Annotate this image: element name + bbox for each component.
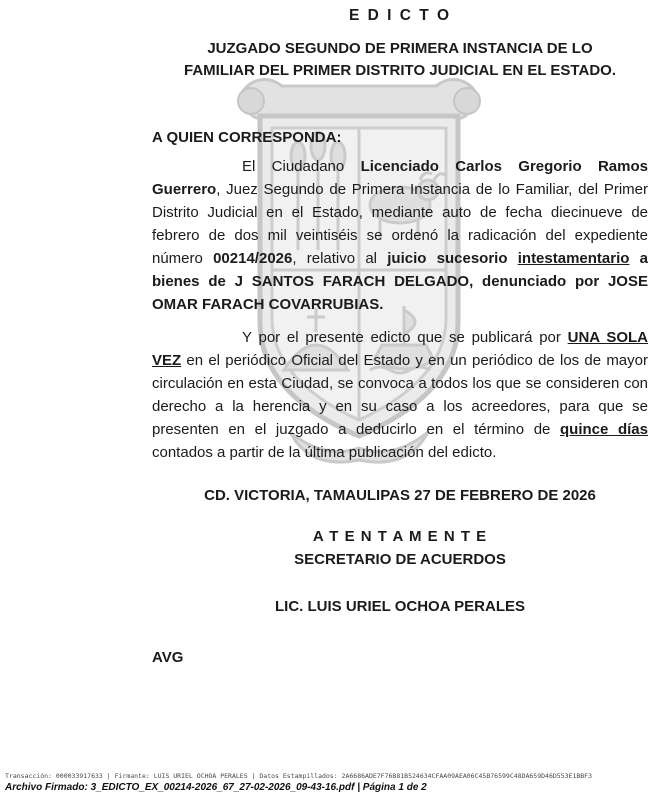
signer-name: LIC. LUIS URIEL OCHOA PERALES [274, 598, 526, 615]
edict-title: E D I C T O [348, 7, 452, 24]
quince-dias: quince días [560, 421, 648, 438]
run-intro: El Ciudadano [242, 158, 361, 175]
judge-name: Licenciado Carlos Gregorio Ramos Guerrero [152, 158, 648, 198]
court-name-line-1: JUZGADO SEGUNDO DE PRIMERA INSTANCIA DE LO [207, 40, 593, 57]
paragraph-case-radicacion [152, 155, 648, 316]
parties-names: a bienes de J SANTOS FARACH DELGADO, denunciado por JOSE OMAR FARACH COVARRUBIAS. [152, 250, 649, 313]
expediente-number: 00214/2026 [213, 250, 293, 267]
run-publicara: Y por el presente edicto que se publicará por [242, 329, 568, 346]
signed-file-line: Archivo Firmado: 3_EDICTO_EX_00214-2026_67_27-02-2026_09-43-16.pdf | Página 1 de 2 [5, 782, 427, 793]
atentamente-line: A T E N T A M E N T E [312, 528, 488, 545]
clerk-initials: AVG [152, 649, 184, 666]
date-place-line: CD. VICTORIA, TAMAULIPAS 27 DE FEBRERO DE 2026 [204, 487, 596, 504]
run-final: contados a partir de la última publicación del edicto. [152, 444, 497, 461]
court-name-line-2: FAMILIAR DEL PRIMER DISTRITO JUDICIAL EN EL ESTADO. [184, 62, 616, 79]
run-convocatoria: en el periódico Oficial del Estado y en un periódico de los de mayor circulación en esta Ciudad, se convoca a todos los que se consideren con derecho a la herencia y en su caso a los acreedores, para que se presenten en el juzgado a deducirlo en el término de [152, 352, 648, 438]
run-auto-de-fecha: , Juez Segundo de Primera Instancia de lo Familiar, del Primer Distrito Judicial en el Estado, mediante auto de fecha diecinueve de febrero de dos mil veintiséis se ordenó la radicación del expediente número [152, 181, 648, 267]
document-content [152, 0, 648, 669]
una-sola-vez: UNA SOLA VEZ [152, 329, 648, 369]
salutation: A QUIEN CORRESPONDA: [152, 129, 342, 146]
secretario-role-line: SECRETARIO DE ACUERDOS [294, 551, 506, 568]
stamp-data-line: Transacción: 000033917633 | Firmante: LUIS URIEL OCHOA PERALES | Datos Estampillados: 2A6686ADE7F76B81B524634CFAA09AEA06C45B76599C48DA659D46D553E1BBF3 [5, 772, 592, 780]
court-name [152, 38, 648, 82]
paragraph-convocatoria [152, 326, 648, 464]
case-type: juicio sucesorio [387, 250, 518, 267]
signature-footer [5, 772, 653, 794]
case-type-underlined: intestamentario [517, 250, 630, 267]
run-relativo: , relativo al [292, 250, 388, 267]
